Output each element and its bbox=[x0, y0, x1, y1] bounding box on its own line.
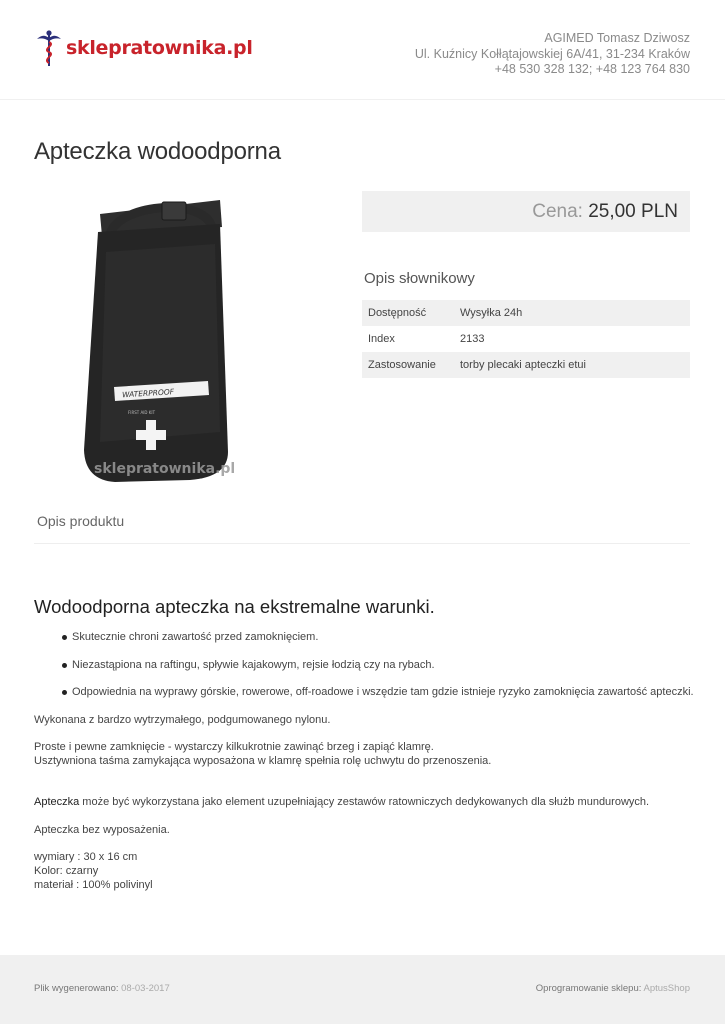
bullet-icon bbox=[62, 690, 67, 695]
description-heading: Wodoodporna apteczka na ekstremalne warunki. bbox=[34, 596, 435, 617]
material-paragraph: Wykonana z bardzo wytrzymałego, podgumowanego nylonu. bbox=[34, 713, 331, 726]
shop-logo[interactable] bbox=[34, 28, 253, 68]
spec-material: materiał : 100% polivinyl bbox=[34, 879, 153, 891]
software-label: Oprogramowanie sklepu: bbox=[535, 983, 642, 994]
list-item: Odpowiednia na wyprawy górskie, rowerowe, off-roadowe i wszędzie tam gdzie istnieje ryzyko zamoknięcia zawartość apteczki. bbox=[62, 685, 694, 699]
generated-info bbox=[34, 983, 170, 994]
attribute-value: 2133 bbox=[460, 333, 485, 345]
product-title: Apteczka wodoodporna bbox=[34, 138, 281, 165]
logo-text: sklepratownika.pl bbox=[66, 37, 253, 59]
bullet-icon bbox=[62, 635, 67, 640]
company-phones: +48 530 328 132; +48 123 764 830 bbox=[494, 62, 690, 76]
bullet-icon bbox=[62, 663, 67, 668]
page-footer bbox=[0, 955, 725, 1024]
attribute-label: Index bbox=[368, 333, 395, 345]
bag-label: WATERPROOF bbox=[121, 387, 175, 400]
price-box bbox=[362, 191, 690, 232]
dictionary-title: Opis słownikowy bbox=[364, 270, 475, 287]
image-watermark: sklepratownika.pl bbox=[94, 461, 236, 477]
page-header bbox=[0, 0, 725, 100]
no-equipment-note: Apteczka bez wyposażenia. bbox=[34, 823, 170, 836]
list-item: Niezastąpiona na raftingu, spływie kajakowym, rejsie łodzią czy na rybach. bbox=[62, 658, 694, 672]
usage-paragraph: Apteczka może być wykorzystana jako element uzupełniający zestawów ratowniczych dedykowanych dla służb mundurowych. bbox=[34, 796, 650, 808]
product-image[interactable] bbox=[70, 192, 278, 492]
section-divider bbox=[34, 543, 690, 544]
product-description bbox=[34, 596, 694, 906]
table-row bbox=[362, 352, 690, 378]
closure-paragraph: Proste i pewne zamknięcie - wystarczy kilkukrotnie zawinąć brzeg i zapiąć klamrę. Usztywniona taśma zamykająca wyposażona w klamrę spełnia rolę uchwytu do przenoszenia. bbox=[34, 741, 492, 767]
attribute-label: Zastosowanie bbox=[368, 359, 436, 371]
table-row bbox=[362, 300, 690, 326]
company-name: AGIMED Tomasz Dziwosz bbox=[544, 31, 690, 45]
spec-color: Kolor: czarny bbox=[34, 865, 99, 877]
company-info bbox=[415, 31, 690, 78]
software-info bbox=[536, 983, 690, 994]
company-address: Ul. Kuźnicy Kołłątajowskiej 6A/41, 31-234 Kraków bbox=[414, 46, 690, 61]
list-item: Skutecznie chroni zawartość przed zamoknięciem. bbox=[62, 630, 694, 644]
software-link[interactable]: AptusShop bbox=[643, 983, 690, 994]
table-row bbox=[362, 326, 690, 352]
attribute-value: torby plecaki apteczki etui bbox=[460, 359, 586, 371]
bag-sublabel: FIRST AID KIT bbox=[128, 410, 156, 415]
price-label: Cena: bbox=[532, 201, 583, 222]
specs-paragraph bbox=[34, 850, 694, 892]
feature-list bbox=[34, 630, 694, 699]
attributes-table bbox=[362, 300, 690, 378]
spec-dimensions: wymiary : 30 x 16 cm bbox=[34, 851, 138, 863]
attribute-label: Dostępność bbox=[368, 307, 427, 319]
generated-date: 08-03-2017 bbox=[121, 983, 170, 994]
description-section-title: Opis produktu bbox=[37, 513, 125, 529]
price-value: 25,00 PLN bbox=[588, 201, 678, 222]
generated-label: Plik wygenerowano: bbox=[34, 983, 119, 994]
usage-bold: Apteczka bbox=[34, 796, 80, 808]
caduceus-icon bbox=[34, 28, 64, 68]
attribute-value: Wysyłka 24h bbox=[460, 307, 523, 319]
